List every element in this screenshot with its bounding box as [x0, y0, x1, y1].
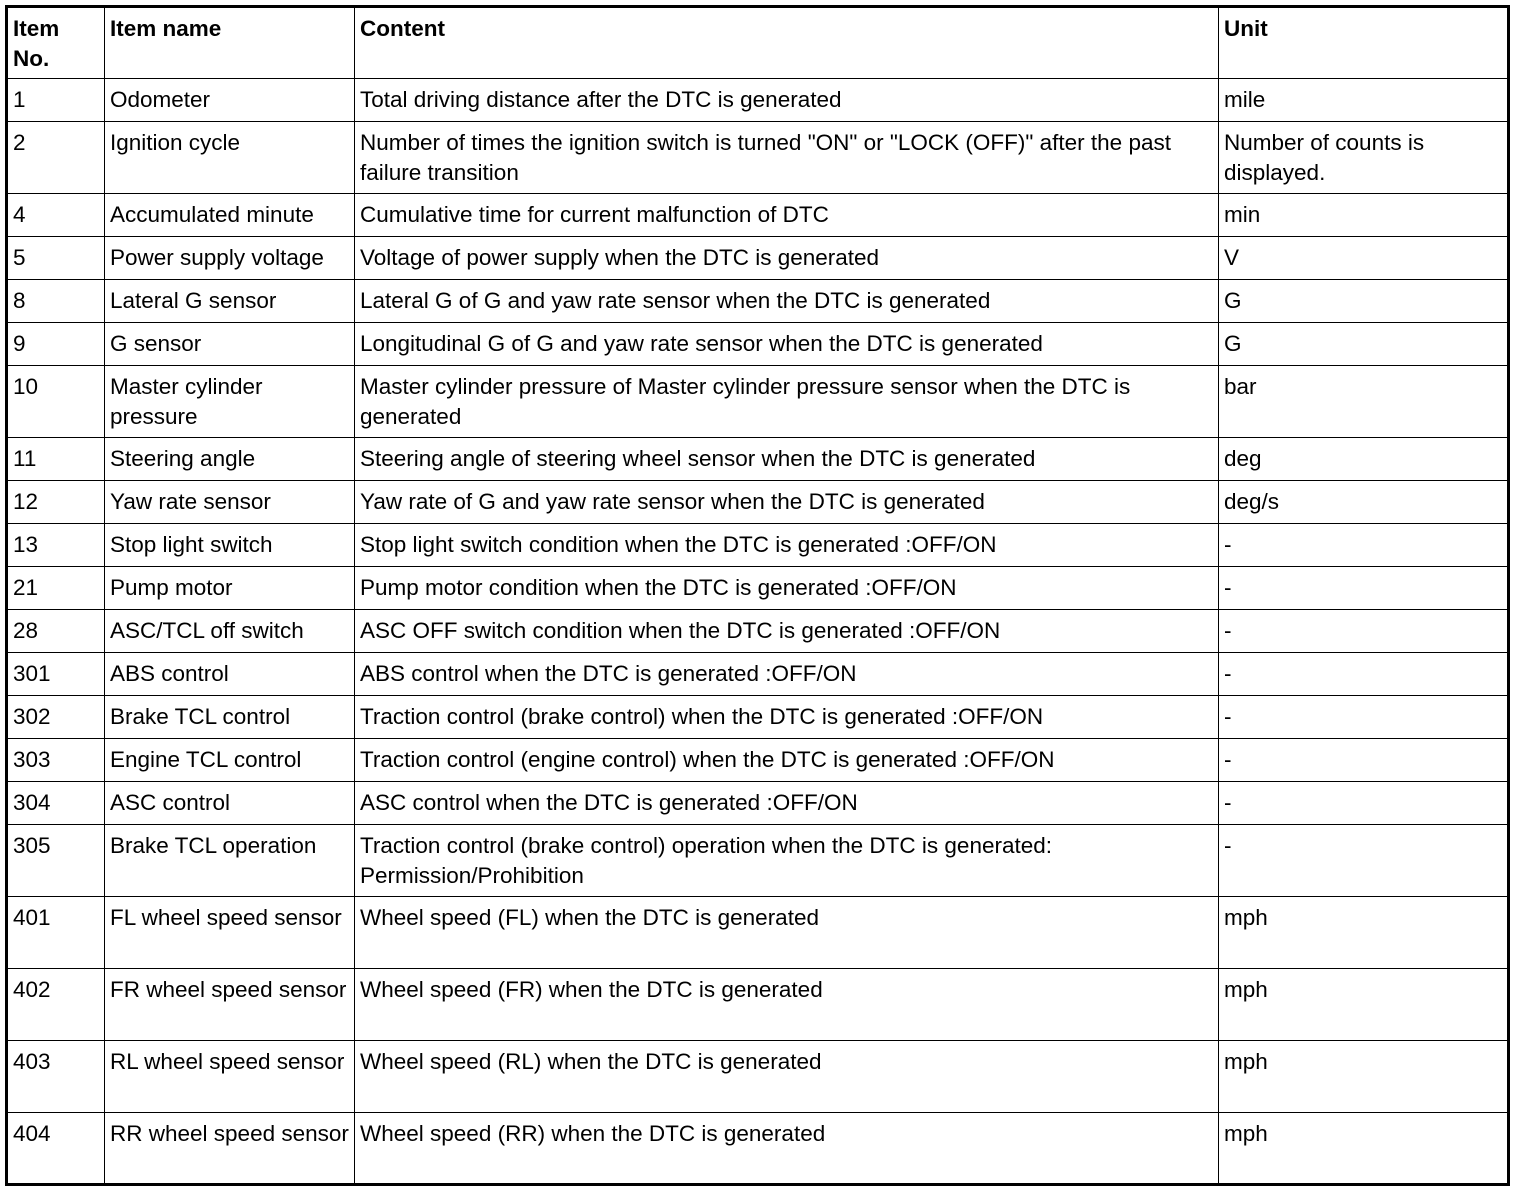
table-row: [7, 79, 1509, 122]
content-cell: Longitudinal G of G and yaw rate sensor when the DTC is generated: [355, 323, 1219, 366]
content-cell: ASC OFF switch condition when the DTC is generated :OFF/ON: [355, 610, 1219, 653]
item-no-cell: 402: [7, 969, 105, 1041]
table-row: [7, 122, 1509, 194]
content-cell: Wheel speed (RL) when the DTC is generated: [355, 1041, 1219, 1113]
table-row: [7, 194, 1509, 237]
table-row: [7, 610, 1509, 653]
table-row: [7, 237, 1509, 280]
table-row: [7, 825, 1509, 897]
content-cell: Lateral G of G and yaw rate sensor when the DTC is generated: [355, 280, 1219, 323]
unit-cell: G: [1219, 280, 1509, 323]
item-no-cell: 401: [7, 897, 105, 969]
item-name-cell: Lateral G sensor: [105, 280, 355, 323]
item-name-cell: Brake TCL operation: [105, 825, 355, 897]
item-no-cell: 8: [7, 280, 105, 323]
unit-cell: -: [1219, 782, 1509, 825]
content-cell: Master cylinder pressure of Master cylinder pressure sensor when the DTC is generated: [355, 366, 1219, 438]
content-cell: Pump motor condition when the DTC is generated :OFF/ON: [355, 567, 1219, 610]
item-name-cell: Yaw rate sensor: [105, 481, 355, 524]
content-cell: Wheel speed (RR) when the DTC is generated: [355, 1113, 1219, 1185]
table-row: [7, 1041, 1509, 1113]
unit-cell: deg: [1219, 438, 1509, 481]
item-no-cell: 301: [7, 653, 105, 696]
unit-cell: -: [1219, 825, 1509, 897]
item-no-cell: 305: [7, 825, 105, 897]
item-name-cell: Steering angle: [105, 438, 355, 481]
item-name-cell: ASC control: [105, 782, 355, 825]
item-name-cell: Master cylinder pressure: [105, 366, 355, 438]
header-item-name: Item name: [105, 7, 355, 79]
table-row: [7, 524, 1509, 567]
table-row: [7, 366, 1509, 438]
content-cell: Steering angle of steering wheel sensor when the DTC is generated: [355, 438, 1219, 481]
header-unit: Unit: [1219, 7, 1509, 79]
item-no-cell: 4: [7, 194, 105, 237]
item-no-cell: 28: [7, 610, 105, 653]
unit-cell: Number of counts is displayed.: [1219, 122, 1509, 194]
item-name-cell: Engine TCL control: [105, 739, 355, 782]
content-cell: Stop light switch condition when the DTC is generated :OFF/ON: [355, 524, 1219, 567]
item-no-cell: 303: [7, 739, 105, 782]
item-no-cell: 304: [7, 782, 105, 825]
table-row: [7, 481, 1509, 524]
item-name-cell: RR wheel speed sensor: [105, 1113, 355, 1185]
content-cell: ASC control when the DTC is generated :OFF/ON: [355, 782, 1219, 825]
item-no-cell: 404: [7, 1113, 105, 1185]
item-name-cell: Stop light switch: [105, 524, 355, 567]
table-row: [7, 567, 1509, 610]
unit-cell: deg/s: [1219, 481, 1509, 524]
item-name-cell: Power supply voltage: [105, 237, 355, 280]
content-cell: Total driving distance after the DTC is generated: [355, 79, 1219, 122]
table-row: [7, 280, 1509, 323]
item-name-cell: Ignition cycle: [105, 122, 355, 194]
item-name-cell: FR wheel speed sensor: [105, 969, 355, 1041]
table-row: [7, 782, 1509, 825]
table-row: [7, 696, 1509, 739]
table-row: [7, 438, 1509, 481]
unit-cell: mph: [1219, 969, 1509, 1041]
item-no-cell: 12: [7, 481, 105, 524]
freeze-frame-data-table: [5, 5, 1510, 1186]
item-no-cell: 11: [7, 438, 105, 481]
unit-cell: -: [1219, 739, 1509, 782]
item-name-cell: FL wheel speed sensor: [105, 897, 355, 969]
unit-cell: mph: [1219, 897, 1509, 969]
unit-cell: -: [1219, 610, 1509, 653]
table-row: [7, 969, 1509, 1041]
unit-cell: mile: [1219, 79, 1509, 122]
unit-cell: -: [1219, 567, 1509, 610]
content-cell: Voltage of power supply when the DTC is generated: [355, 237, 1219, 280]
unit-cell: min: [1219, 194, 1509, 237]
item-no-cell: 2: [7, 122, 105, 194]
content-cell: Cumulative time for current malfunction of DTC: [355, 194, 1219, 237]
table-row: [7, 653, 1509, 696]
item-name-cell: Odometer: [105, 79, 355, 122]
item-no-cell: 21: [7, 567, 105, 610]
item-no-cell: 10: [7, 366, 105, 438]
content-cell: ABS control when the DTC is generated :OFF/ON: [355, 653, 1219, 696]
unit-cell: -: [1219, 524, 1509, 567]
unit-cell: -: [1219, 696, 1509, 739]
content-cell: Wheel speed (FR) when the DTC is generated: [355, 969, 1219, 1041]
content-cell: Traction control (brake control) when the DTC is generated :OFF/ON: [355, 696, 1219, 739]
header-content: Content: [355, 7, 1219, 79]
item-name-cell: Pump motor: [105, 567, 355, 610]
item-name-cell: ABS control: [105, 653, 355, 696]
content-cell: Wheel speed (FL) when the DTC is generated: [355, 897, 1219, 969]
item-no-cell: 403: [7, 1041, 105, 1113]
unit-cell: G: [1219, 323, 1509, 366]
table-row: [7, 739, 1509, 782]
unit-cell: bar: [1219, 366, 1509, 438]
item-no-cell: 9: [7, 323, 105, 366]
content-cell: Traction control (brake control) operation when the DTC is generated: Permission/Prohibition: [355, 825, 1219, 897]
item-no-cell: 1: [7, 79, 105, 122]
item-name-cell: G sensor: [105, 323, 355, 366]
table-row: [7, 1113, 1509, 1185]
content-cell: Yaw rate of G and yaw rate sensor when the DTC is generated: [355, 481, 1219, 524]
item-no-cell: 5: [7, 237, 105, 280]
unit-cell: mph: [1219, 1041, 1509, 1113]
item-no-cell: 13: [7, 524, 105, 567]
freeze-frame-table-container: [5, 5, 1507, 1171]
item-name-cell: RL wheel speed sensor: [105, 1041, 355, 1113]
content-cell: Traction control (engine control) when the DTC is generated :OFF/ON: [355, 739, 1219, 782]
table-header-row: [7, 7, 1509, 79]
unit-cell: mph: [1219, 1113, 1509, 1185]
unit-cell: V: [1219, 237, 1509, 280]
item-no-cell: 302: [7, 696, 105, 739]
content-cell: Number of times the ignition switch is turned "ON" or "LOCK (OFF)" after the past failure transition: [355, 122, 1219, 194]
table-body: [7, 79, 1509, 1185]
table-row: [7, 897, 1509, 969]
header-item-no: Item No.: [7, 7, 105, 79]
item-name-cell: ASC/TCL off switch: [105, 610, 355, 653]
item-name-cell: Accumulated minute: [105, 194, 355, 237]
unit-cell: -: [1219, 653, 1509, 696]
item-name-cell: Brake TCL control: [105, 696, 355, 739]
table-row: [7, 323, 1509, 366]
